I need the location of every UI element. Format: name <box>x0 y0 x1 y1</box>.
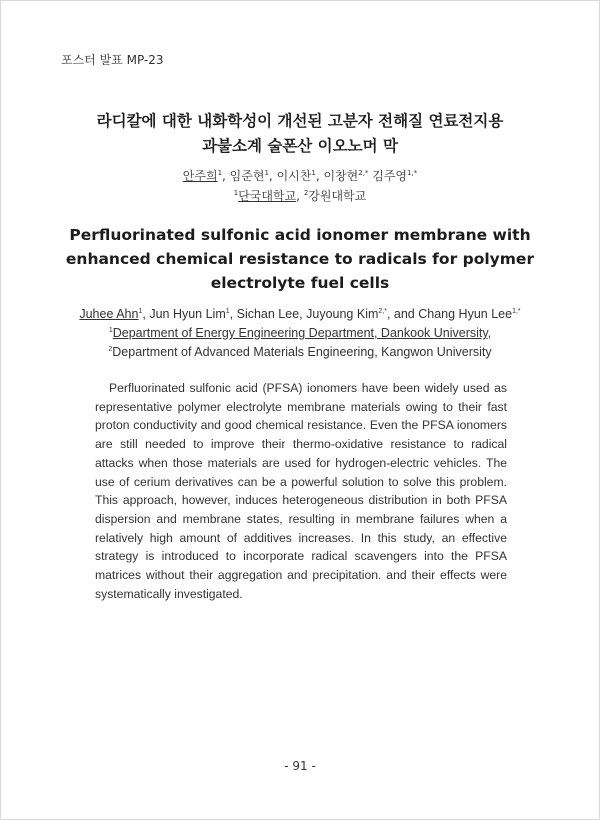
page-number: - 91 - <box>284 759 316 773</box>
abstract-paragraph: Perfluorinated sulfonic acid (PFSA) ionomers have been widely used as representative polymer electrolyte membrane materials owing to their fast proton conductivity and good chemical resistance. Even the PFSA ionomers are still needed to improve their thermo-oxidative resistance to radical attacks when those materials are used for hydrogen-electric vehicles. The use of cerium derivatives can be a powerful solution to solve this problem. This approach, however, induces heterogeneous distribution in both PFSA dispersion and membrane states, resulting in membrane failures when a relatively high amount of additives increases. In this study, an effective strategy is introduced to incorporate radical scavengers into the PFSA matrices without their aggregation and precipitation. and their effects were systematically investigated. <box>95 381 507 601</box>
english-author-name: Juyoung Kim <box>306 307 379 321</box>
korean-affiliation-list: $^1$단국대학교, $^2$강원대학교 <box>233 189 367 203</box>
english-title-line-3: electrolyte fuel cells <box>210 274 390 292</box>
korean-affiliation: 강원대학교 <box>308 189 367 203</box>
korean-affiliation: 단국대학교 <box>238 189 297 203</box>
english-title <box>41 223 559 295</box>
english-author-sup: 1 <box>225 308 230 315</box>
korean-title-line-1: 라디칼에 대한 내화학성이 개선된 고분자 전해질 연료전지용 <box>96 112 504 130</box>
english-affiliation-text: Department of Energy Engineering Department, Dankook University <box>112 326 488 340</box>
korean-author-name: 임준현 <box>229 169 265 183</box>
english-author-sup: 1 <box>138 308 143 315</box>
english-author-list: Juhee Ahn$^1$, Jun Hyun Lim$^1$, Sichan Lee, Juyoung Kim$^{2,*}$, and Chang Hyun Lee$^{1,*}$ <box>79 307 521 321</box>
korean-author-name: 이창현 <box>323 169 359 183</box>
english-author-name: Jun Hyun Lim <box>149 307 226 321</box>
korean-affiliation-sup: 1 <box>233 189 239 197</box>
english-title-line-2: enhanced chemical resistance to radicals for polymer <box>65 250 535 268</box>
english-affiliation-1: $^1$Department of Energy Engineering Department, Dankook University, <box>108 326 492 340</box>
english-authors-block <box>41 305 559 362</box>
korean-author-sup: 1 <box>311 169 316 177</box>
korean-author-name: 안주희 <box>182 169 218 183</box>
korean-author-sup: 1,* <box>407 169 418 177</box>
korean-author-name: 김주영 <box>372 169 408 183</box>
korean-affiliation-sup: 2 <box>303 189 309 197</box>
english-affiliation-text: Department of Advanced Materials Engineering, Kangwon University <box>112 345 492 359</box>
korean-author-sup: 1 <box>264 169 269 177</box>
korean-authors-block <box>41 166 559 206</box>
english-affiliation-2 <box>41 343 559 362</box>
korean-author-sup: 1 <box>217 169 223 177</box>
english-author-sup: 2,* <box>378 308 387 315</box>
english-author-conjunction: and <box>393 307 415 321</box>
english-author-name: Sichan Lee <box>236 307 300 321</box>
korean-author-list: 안주희$^1$, 임준현$^1$, 이시찬$^1$, 이창현$^{2,*}$ 김주영$^{1,*}$ <box>182 169 418 183</box>
english-affiliation-sup: 2 <box>108 346 113 353</box>
english-affiliation-sup: 1 <box>108 327 113 334</box>
session-label: 포스터 발표 MP-23 <box>61 53 164 67</box>
korean-title <box>41 109 559 159</box>
english-author-name: Juhee Ahn <box>79 307 139 321</box>
english-author-name: Chang Hyun Lee <box>418 307 513 321</box>
korean-author-sup: 2,* <box>358 169 369 177</box>
korean-title-line-2: 과불소계 술폰산 이오노머 막 <box>202 137 398 155</box>
korean-author-name: 이시찬 <box>276 169 312 183</box>
english-title-line-1: Perfluorinated sulfonic acid ionomer membrane with <box>69 226 531 244</box>
english-author-sup: 1,* <box>512 308 521 315</box>
